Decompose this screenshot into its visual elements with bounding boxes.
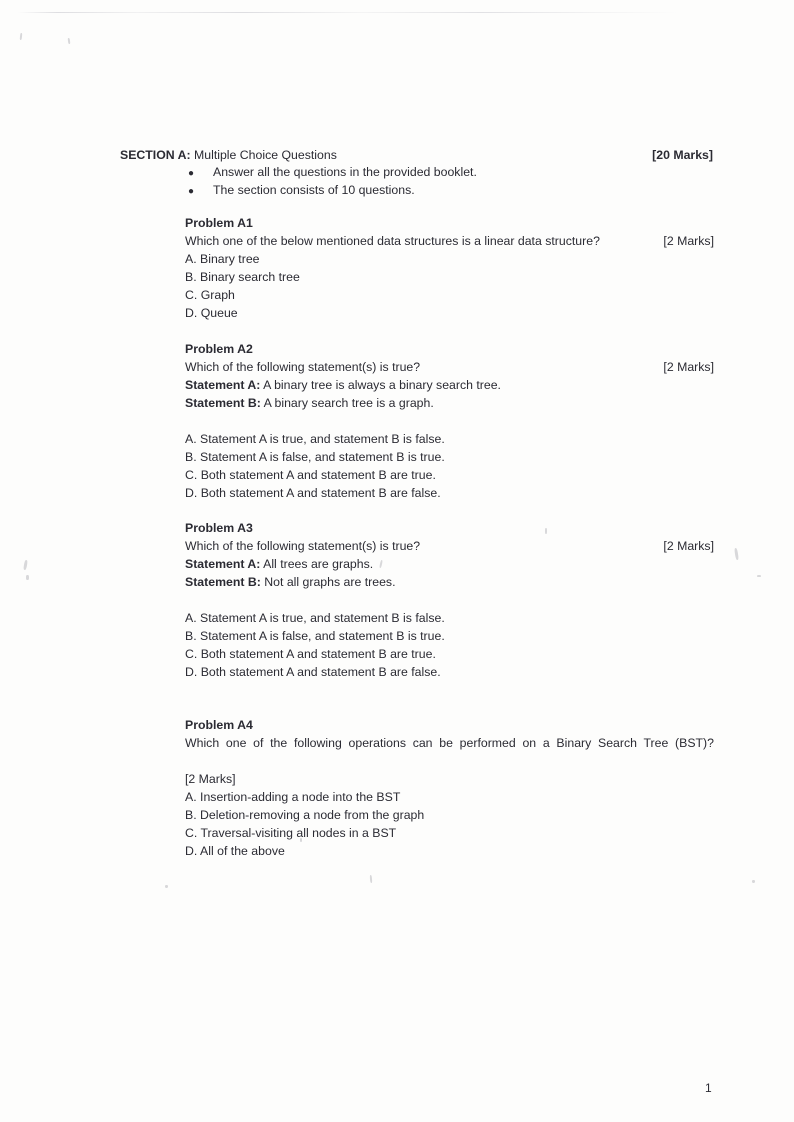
bullet-dot-icon: ● [188,168,195,179]
scan-speck [370,875,373,883]
option-a: A. Insertion-adding a node into the BST [185,790,401,804]
statement-b-text: A binary search tree is a graph. [260,396,434,410]
problem-question: Which of the following statement(s) is true? [185,539,421,553]
option-c: C. Traversal-visiting all nodes in a BST [185,826,397,840]
section-marks: [20 Marks] [652,148,713,162]
option-c: C. Graph [185,288,235,302]
problem-title: Problem A1 [185,216,253,230]
problem-question-line [185,358,714,376]
scan-speck [20,33,23,40]
statement-a [185,555,714,573]
scan-speck [734,548,739,560]
statement-b [185,394,714,412]
option-d: D. Both statement A and statement B are false. [185,486,441,500]
statement-b-label: Statement B: [185,396,261,410]
option-b: B. Statement A is false, and statement B is true. [185,450,445,464]
problem-question: Which of the following statement(s) is true? [185,360,421,374]
scan-edge-artifact [18,12,678,13]
problem-a4 [185,716,714,860]
problem-title: Problem A3 [185,521,253,535]
option-a: A. Binary tree [185,252,260,266]
statement-a [185,376,714,394]
problem-title: Problem A2 [185,342,253,356]
spacer [185,412,714,430]
option-a: A. Statement A is true, and statement B is false. [185,432,445,446]
instruction-item [188,164,708,182]
problem-question-block [185,734,714,770]
problem-question: Which one of the following operations can be performed on a Binary Search Tree (BST)? [185,736,714,750]
scan-speck [757,575,761,577]
problem-a3 [185,519,714,681]
option-b: B. Binary search tree [185,270,300,284]
scan-speck [26,575,29,580]
section-title: Multiple Choice Questions [190,148,337,162]
problem-marks: [2 Marks] [663,539,714,553]
option-b: B. Statement A is false, and statement B is true. [185,629,445,643]
problem-marks: [2 Marks] [663,360,714,374]
option-c: C. Both statement A and statement B are true. [185,468,436,482]
option-b: B. Deletion-removing a node from the graph [185,808,425,822]
scan-speck [23,560,28,570]
problem-marks: [2 Marks] [663,234,714,248]
instruction-text: Answer all the questions in the provided booklet. [213,165,477,179]
statement-a-label: Statement A: [185,557,261,571]
scan-speck [752,880,755,883]
section-label: SECTION A: [120,148,191,162]
section-instructions [188,164,708,200]
problem-question-line [185,232,714,250]
problem-a1 [185,214,714,322]
scan-speck [165,885,168,888]
instruction-item [188,182,708,200]
problem-marks: [2 Marks] [185,772,236,786]
statement-a-label: Statement A: [185,378,261,392]
bullet-dot-icon: ● [188,186,195,197]
page-number: 1 [705,1081,712,1095]
problem-a2 [185,340,714,502]
problem-question: Which one of the below mentioned data structures is a linear data structure? [185,234,600,248]
statement-b-text: Not all graphs are trees. [260,575,396,589]
option-d: D. Both statement A and statement B are false. [185,665,441,679]
instruction-text: The section consists of 10 questions. [213,183,415,197]
scan-speck [68,38,71,44]
section-header [120,147,713,163]
option-a: A. Statement A is true, and statement B is false. [185,611,445,625]
option-c: C. Both statement A and statement B are true. [185,647,436,661]
statement-a-text: A binary tree is always a binary search tree. [260,378,501,392]
statement-a-text: All trees are graphs. [260,557,374,571]
option-d: D. Queue [185,306,238,320]
option-d: D. All of the above [185,844,285,858]
problem-title: Problem A4 [185,718,253,732]
spacer [185,591,714,609]
statement-b [185,573,714,591]
statement-b-label: Statement B: [185,575,261,589]
section-heading-text [120,147,337,163]
problem-question-line [185,537,714,555]
